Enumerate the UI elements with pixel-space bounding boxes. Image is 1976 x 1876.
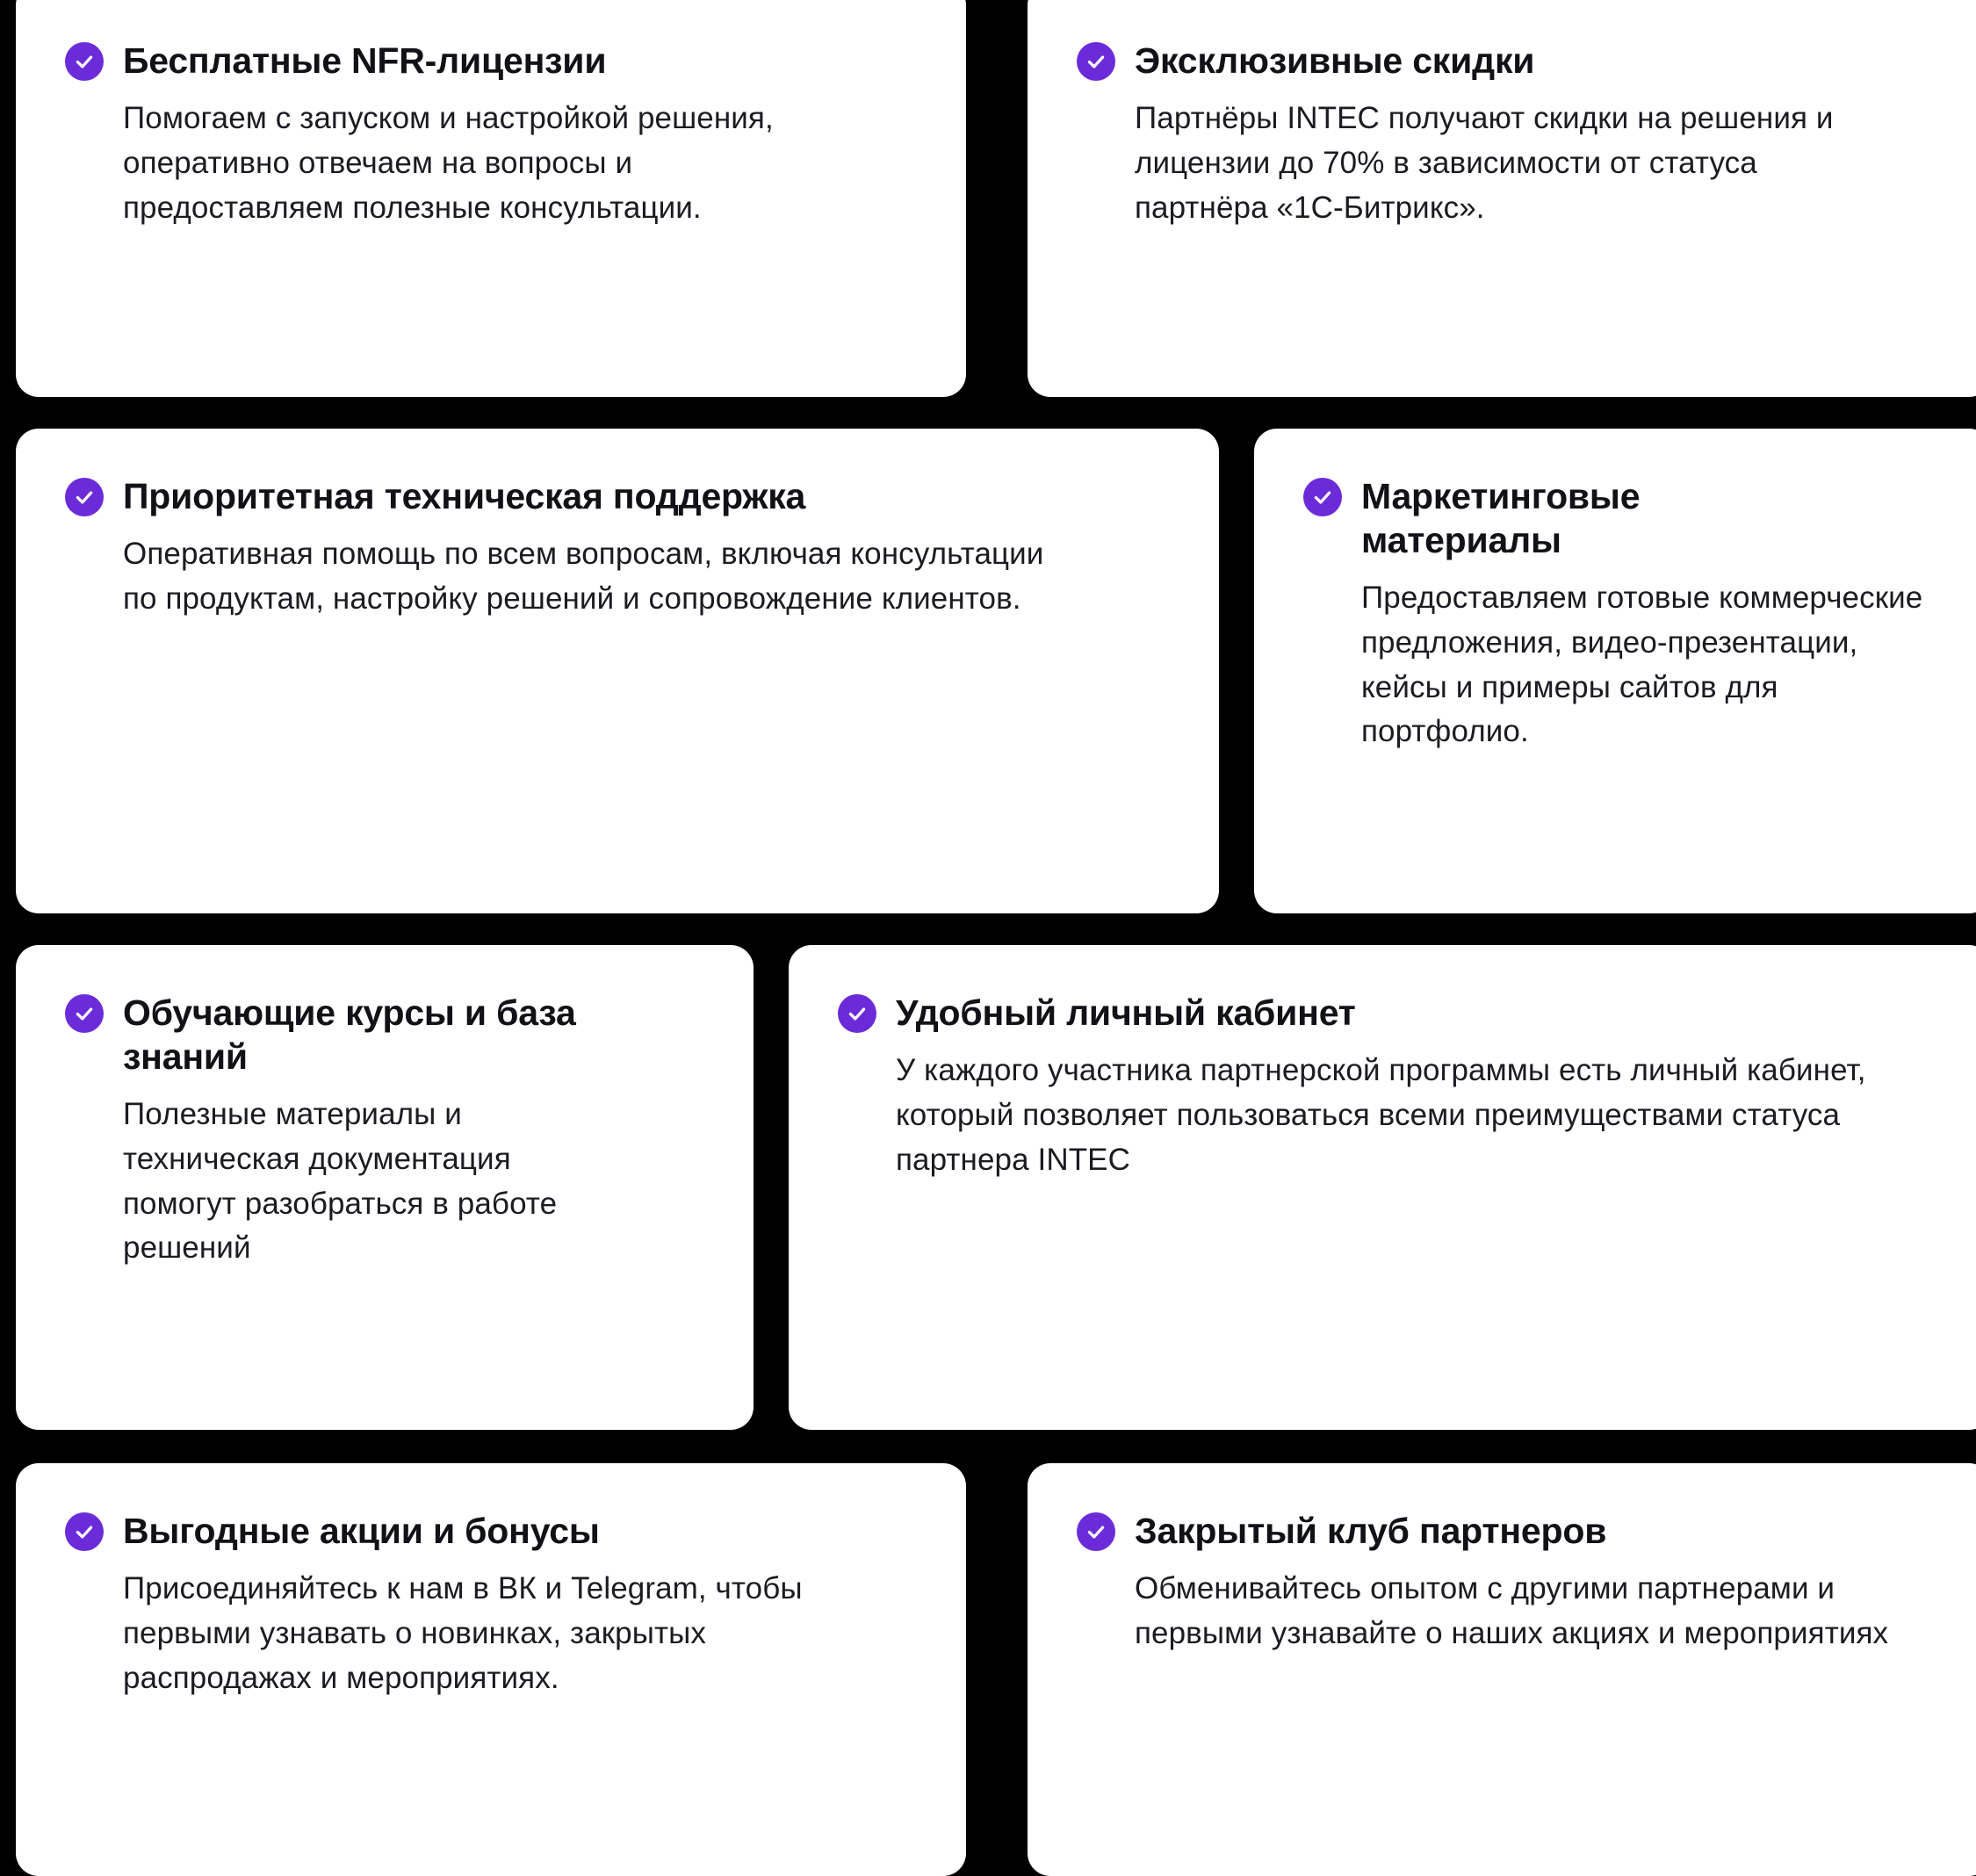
benefit-card	[16, 0, 966, 397]
benefit-card	[16, 945, 754, 1430]
card-header	[1077, 39, 1943, 83]
card-title: Бесплатные NFR-лицензии	[123, 40, 607, 81]
card-description: У каждого участника партнерской программы есть личный кабинет, который позволяет пользоваться всеми преимуществами статуса партнера INTEC	[896, 1053, 1866, 1177]
card-header	[65, 39, 917, 83]
benefit-card	[789, 945, 1976, 1430]
card-header	[1077, 1509, 1943, 1553]
benefit-card	[16, 1463, 966, 1876]
card-title: Приоритетная техническая поддержка	[123, 476, 806, 516]
check-circle-icon	[65, 1512, 104, 1551]
benefit-card	[16, 429, 1219, 913]
check-circle-icon	[1077, 42, 1115, 81]
card-title: Эксклюзивные скидки	[1135, 40, 1535, 81]
card-header	[1303, 474, 1943, 562]
card-header	[65, 474, 1170, 518]
card-title: Закрытый клуб партнеров	[1135, 1511, 1607, 1551]
check-circle-icon	[1077, 1512, 1115, 1551]
card-title: Обучающие курсы и база знаний	[123, 992, 576, 1078]
card-title: Выгодные акции и бонусы	[123, 1511, 600, 1551]
check-circle-icon	[1303, 478, 1342, 516]
card-description: Обменивайтесь опытом с другими партнерами и первыми узнавайте о наших акциях и мероприятиях	[1135, 1571, 1889, 1650]
benefit-card	[1028, 0, 1976, 397]
card-header	[65, 991, 704, 1079]
check-circle-icon	[65, 42, 104, 81]
benefit-card	[1254, 429, 1976, 913]
benefit-card	[1028, 1463, 1976, 1876]
card-description: Оперативная помощь по всем вопросам, включая консультации по продуктам, настройку решений и сопровождение клиентов.	[123, 537, 1044, 616]
card-title: Маркетинговые материалы	[1361, 476, 1641, 561]
card-description: Партнёры INTEC получают скидки на решения и лицензии до 70% в зависимости от статуса партнёра «1С-Битрикс».	[1135, 101, 1834, 225]
card-description: Полезные материалы и техническая документация помогут разобраться в работе решений	[123, 1097, 558, 1266]
card-title: Удобный личный кабинет	[896, 992, 1356, 1033]
card-description: Помогаем с запуском и настройкой решения, оперативно отвечаем на вопросы и предоставляем полезные консультации.	[123, 101, 774, 225]
card-header	[838, 991, 1943, 1035]
check-circle-icon	[838, 994, 876, 1033]
check-circle-icon	[65, 994, 104, 1033]
card-header	[65, 1509, 917, 1553]
card-description: Предоставляем готовые коммерческие предложения, видео-презентации, кейсы и примеры сайтов для портфолио.	[1361, 581, 1923, 749]
check-circle-icon	[65, 478, 104, 516]
card-description: Присоединяйтесь к нам в ВК и Telegram, чтобы первыми узнавать о новинках, закрытых распродажах и мероприятиях.	[123, 1571, 803, 1695]
